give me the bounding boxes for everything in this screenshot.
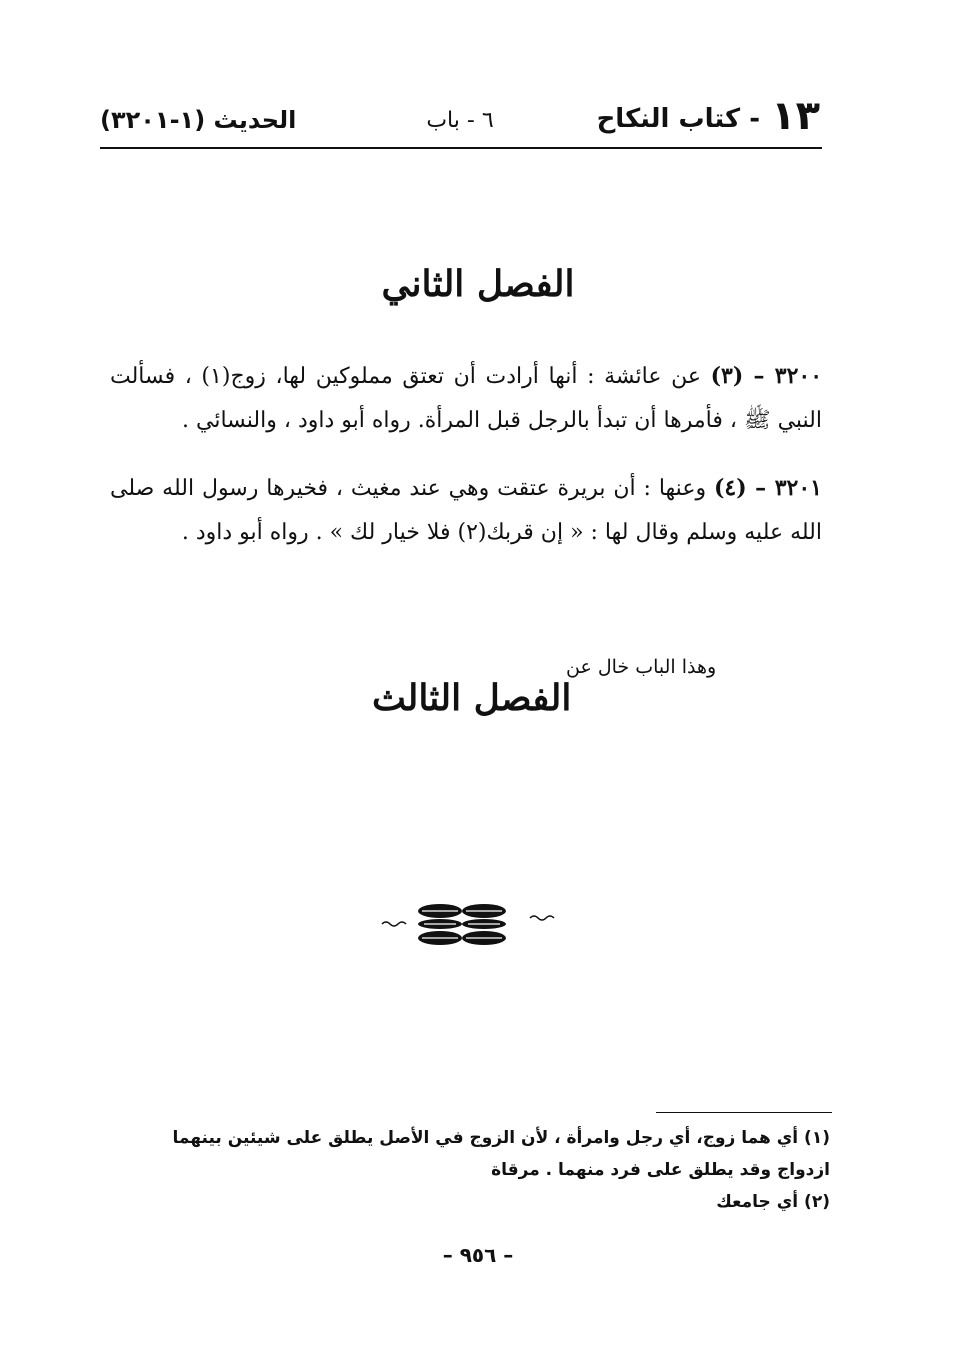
ornament-icon <box>380 900 556 950</box>
hadith-paragraph <box>110 354 822 443</box>
hadith-range: الحديث (١-٣٢٠١) <box>100 106 297 134</box>
footnote-1: (١) أي هما زوج، أي رجل وامرأة ، لأن الزوج في الأصل يطلق على شيئين بينهما ازدواج وقد يطلق على فرد منهما . مرقاة <box>172 1128 830 1180</box>
page-number: – ٩٥٦ – <box>442 1243 514 1267</box>
footnote-2: (٢) أي جامعك <box>716 1192 830 1212</box>
bab-label: ٦ - باب <box>426 108 494 133</box>
header-rule <box>100 147 822 149</box>
hadith-text: عن عائشة : أنها أرادت أن تعتق مملوكين لها، زوج(١) ، فسألت النبي ﷺ ، فأمرها أن تبدأ بالرجل قبل المرأة. رواه أبو داود ، والنسائي . <box>110 364 822 433</box>
hadith-number: ٣٢٠٠ – (٣) <box>710 363 823 389</box>
chapter-number: ١٣ <box>771 93 820 139</box>
section-title-second: الفصل الثاني <box>381 263 575 305</box>
page-header <box>100 92 820 148</box>
hadith-text: وعنها : أن بريرة عتقت وهي عند مغيث ، فخيرها رسول الله صلى الله عليه وسلم وقال لها : « إن قربك(٢) فلا خيار لك » . رواه أبو داود . <box>110 476 822 545</box>
section-title-third: الفصل الثالث <box>372 677 572 719</box>
footnotes <box>118 1122 830 1218</box>
footnote-rule <box>656 1112 832 1113</box>
hadith-paragraph <box>110 466 822 555</box>
chapter-title: - كتاب النكاح <box>596 104 760 134</box>
empty-section-note: وهذا الباب خال عن <box>566 656 717 678</box>
hadith-number: ٣٢٠١ – (٤) <box>713 475 822 501</box>
